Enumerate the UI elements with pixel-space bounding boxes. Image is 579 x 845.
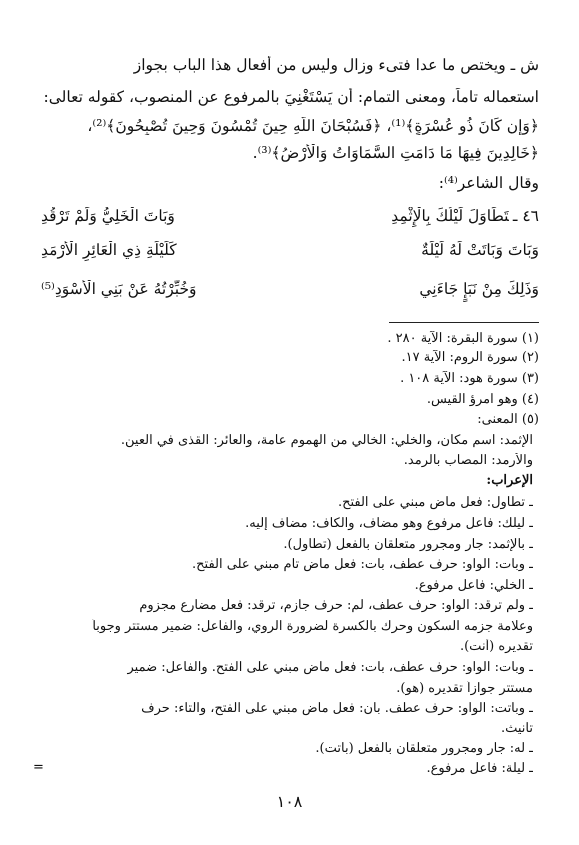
verse-second-hemistich: وَخُبِّرْتُهُ عَنْ بَنِي الْأَسْوَدِ⁽⁵⁾ — [41, 280, 197, 298]
footnote-1: (١) سورة البقرة: الآية ٢٨٠ . — [387, 331, 539, 346]
verse-first-hemistich: وَذَلِكَ مِنْ نَبَإٍ جَاءَنِي — [419, 280, 539, 298]
irab-line: ـ له: جار ومجرور متعلقان بالفعل (باتت). — [315, 741, 533, 756]
verse-line-2 — [41, 241, 539, 263]
verse-number: ٤٦ ـ — [512, 207, 539, 225]
irab-line: ـ بالإثمد: جار ومجرور متعلقان بالفعل (تطاول). — [283, 537, 533, 552]
irab-line: ـ ليلك: فاعل مرفوع وهو مضاف، والكاف: مضاف إليه. — [245, 516, 533, 531]
footnote-4: (٤) وهو امرؤ القيس. — [426, 392, 539, 407]
irab-line: تقديره (أنت). — [459, 639, 533, 654]
footnote-5: (٥) المعنى: — [477, 412, 539, 427]
irab-heading: الإعراب: — [486, 473, 533, 488]
quran-verse-line-2: ﴿خَالِدِينَ فِيهَا مَا دَامَتِ السَّمَاوَاتُ وَالْأَرْضُ﴾⁽³⁾. — [252, 144, 539, 162]
continuation-mark: = — [33, 760, 44, 775]
verse-first-hemistich: وَبَاتَ وَبَاتَتْ لَهُ لَيْلَةٌ — [421, 241, 539, 259]
quran-verse-line-1: ﴿وَإِن كَانَ ذُو عُسْرَةٍ﴾⁽¹⁾، ﴿فَسُبْحَانَ اللَّهِ حِينَ تُمْسُونَ وَحِينَ تُصْبِحُونَ﴾⁽²⁾، — [87, 117, 539, 135]
irab-line: تأنيث. — [500, 721, 533, 736]
irab-line: ـ ولم ترقد: الواو: حرف عطف، لم: حرف جازم، ترقد: فعل مضارع مجزوم — [139, 598, 533, 613]
poet-intro: وقال الشاعر⁽⁴⁾: — [438, 174, 539, 192]
footnote-2: (٢) سورة الروم: الآية ١٧. — [401, 350, 539, 365]
footnote-3: (٣) سورة هود: الآية ١٠٨ . — [400, 371, 539, 386]
irab-line: ـ وباتت: الواو: حرف عطف. بان: فعل ماض مبني على الفتح، والتاء: حرف — [141, 701, 533, 716]
verse-line-3 — [41, 280, 539, 302]
verse-second-hemistich: كَلَيْلَةِ ذِي الْعَائِرِ الْأَرْمَدِ — [41, 241, 177, 259]
paragraph-line-1: ش ـ ويختص ما عدا فتىء وزال وليس من أفعال هذا الباب بجواز — [133, 56, 539, 74]
irab-line: ـ وبات: الواو: حرف عطف، بات: فعل ماض تام مبني على الفتح. — [192, 557, 533, 572]
irab-line: ـ ليلة: فاعل مرفوع. — [426, 761, 533, 776]
irab-line: ـ الخلي: فاعل مرفوع. — [414, 578, 533, 593]
verse-second-hemistich: وَبَاتَ الْخَلِيُّ وَلَمْ تَرْقُدِ — [41, 207, 175, 225]
irab-line: وعلامة جزمه السكون وحرك بالكسرة لضرورة الروي، والفاعل: ضمير مستتر وجوباً — [92, 619, 533, 634]
paragraph-line-2: استعماله تاماً، ومعنى التمام: أن يَسْتَغْنِيَ بالمرفوع عن المنصوب، كقوله تعالى: — [43, 88, 539, 106]
meaning-line-1: الإثمد: اسم مكان، والخلي: الخالي من الهموم عامة، والعائر: القذى في العين. — [120, 433, 533, 448]
verse-first-hemistich: ٤٦ ـتَطَاوَلَ لَيْلُكَ بِالْإِثْمِدِ — [391, 207, 539, 225]
irab-line: ـ وبات: الواو: حرف عطف، بات: فعل ماض مبني على الفتح. والفاعل: ضمير — [127, 660, 533, 675]
footnote-divider — [389, 322, 539, 323]
irab-line: مستتر جوازاً تقديره (هو). — [396, 681, 533, 696]
meaning-line-2: والأرمد: المصاب بالرمد. — [403, 453, 533, 468]
verse-line-1 — [41, 207, 539, 229]
page-number: ١٠٨ — [276, 792, 303, 811]
irab-line: ـ تطاول: فعل ماض مبني على الفتح. — [337, 495, 533, 510]
